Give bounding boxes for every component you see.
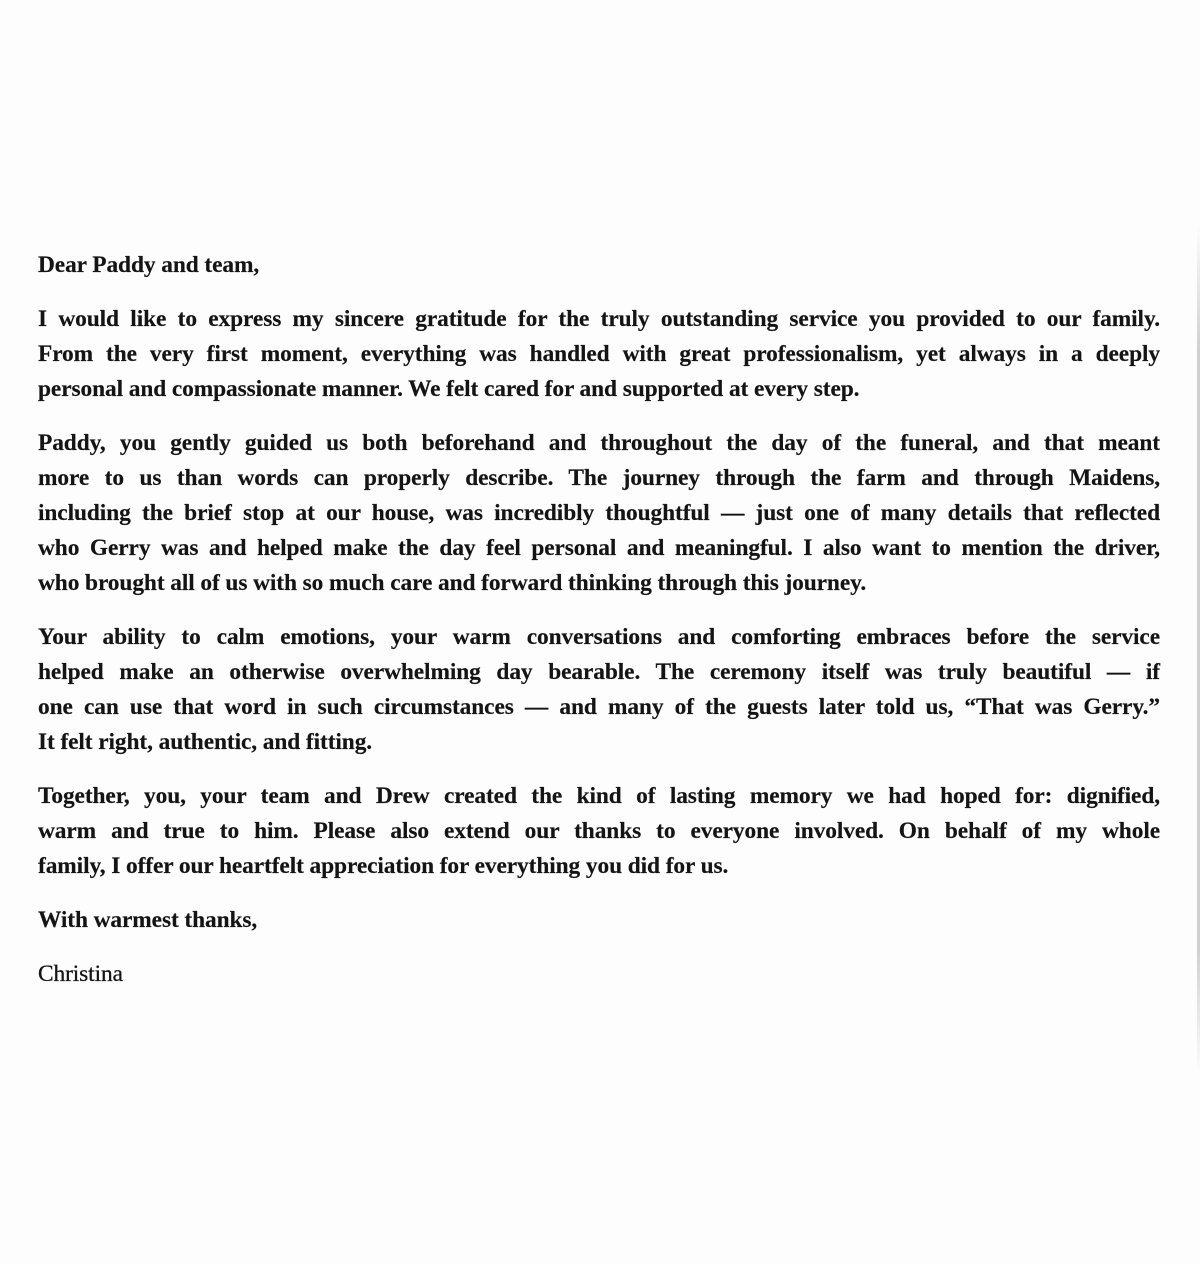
closing: With warmest thanks, [38,907,258,933]
paragraph-1-line-2: From the very first moment, everything was handled with great professionalism, yet always in a deeply [38,341,1160,367]
paragraph-4-line-1: Together, you, your team and Drew created the kind of lasting memory we had hoped for: dignified, [38,783,1160,809]
paragraph-3-line-4: It felt right, authentic, and fitting. [38,729,373,755]
paragraph-3 [38,620,1160,760]
paragraph-2-line-5: who brought all of us with so much care and forward thinking through this journey. [38,570,867,596]
paragraph-3-line-3: one can use that word in such circumstances — and many of the guests later told us, “That was Gerry.” [38,694,1160,720]
salutation: Dear Paddy and team, [38,252,260,278]
letter-body [38,248,1160,992]
paragraph-2 [38,426,1160,601]
paragraph-2-line-4: who Gerry was and helped make the day feel personal and meaningful. I also want to mention the driver, [38,535,1160,561]
paragraph-4-line-2: warm and true to him. Please also extend our thanks to everyone involved. On behalf of my whole [38,818,1160,844]
paragraph-2-line-1: Paddy, you gently guided us both beforehand and throughout the day of the funeral, and that meant [38,430,1160,456]
paragraph-2-line-2: more to us than words can properly describe. The journey through the farm and through Maidens, [38,465,1160,491]
paragraph-2-line-3: including the brief stop at our house, was incredibly thoughtful — just one of many details that reflected [38,500,1160,526]
signature: Christina [38,961,123,987]
paragraph-1-line-3: personal and compassionate manner. We felt cared for and supported at every step. [38,376,860,402]
paragraph-3-line-1: Your ability to calm emotions, your warm conversations and comforting embraces before the service [38,624,1160,650]
paragraph-4 [38,779,1160,884]
paragraph-1 [38,302,1160,407]
paragraph-1-line-1: I would like to express my sincere gratitude for the truly outstanding service you provided to our family. [38,306,1160,332]
paragraph-4-line-3: family, I offer our heartfelt appreciation for everything you did for us. [38,853,729,879]
paragraph-3-line-2: helped make an otherwise overwhelming day bearable. The ceremony itself was truly beautiful — if [38,659,1160,685]
